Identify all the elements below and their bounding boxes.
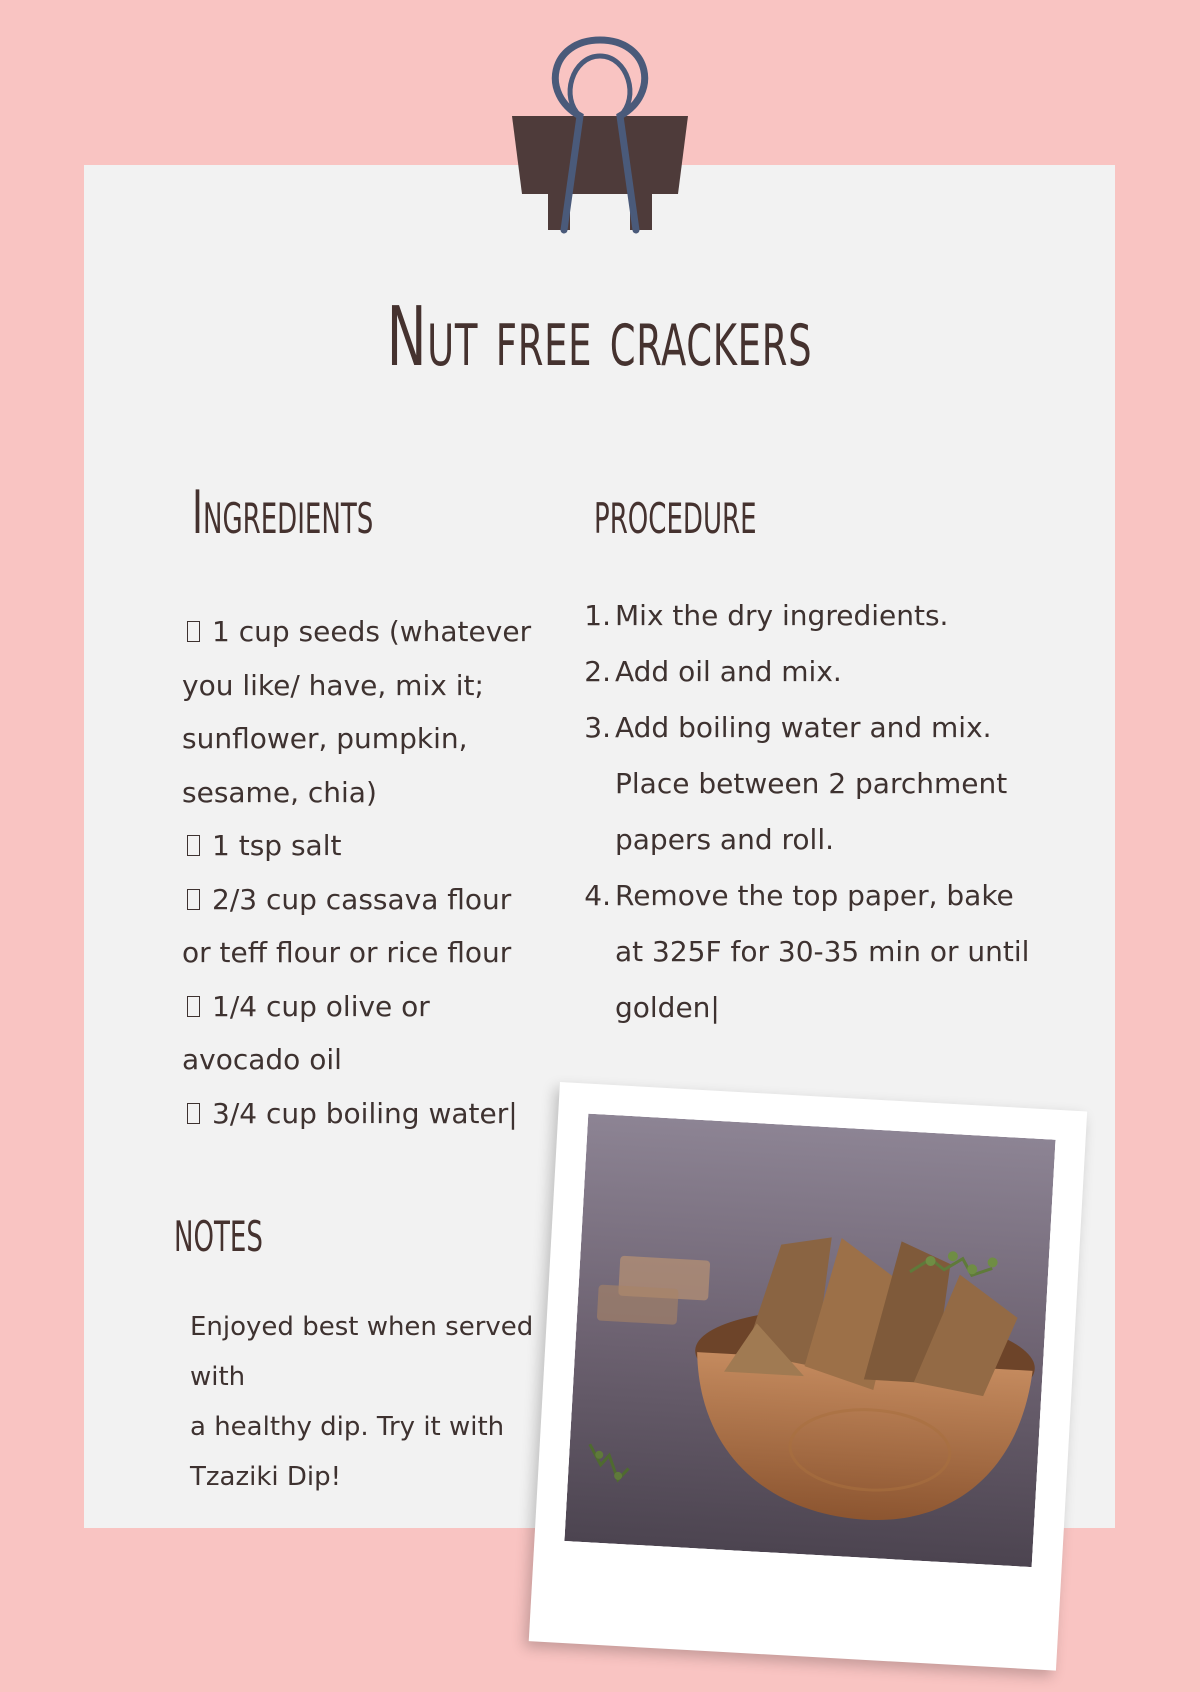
notes-text (190, 1302, 570, 1502)
ingredient-text: 3/4 cup boiling water| (212, 1096, 518, 1130)
square-bullet-icon (187, 621, 200, 642)
ingredient-text: you like/ have, mix it; (182, 668, 484, 702)
ingredient-line (182, 1087, 572, 1141)
square-bullet-icon (187, 996, 200, 1017)
notes-line: a healthy dip. Try it with (190, 1412, 505, 1442)
ingredient-text: or teff flour or rice flour (182, 936, 512, 969)
ingredient-text: sunflower, pumpkin, (182, 722, 468, 755)
step-number (580, 980, 615, 1036)
step-text: Place between 2 parchment (615, 767, 1008, 800)
step-number: 1. (584, 599, 611, 632)
procedure-step-line (580, 756, 1080, 812)
notes-line: with (190, 1362, 246, 1392)
ingredient-line (182, 712, 572, 766)
procedure-step-line (580, 924, 1080, 980)
step-number: 4. (584, 879, 611, 912)
procedure-step-line (580, 588, 1080, 644)
ingredient-line (182, 605, 572, 659)
step-number (580, 756, 615, 812)
ingredient-line (182, 873, 572, 927)
ingredient-text: sesame, chia) (182, 775, 377, 809)
recipe-title: Nut free crackers (386, 290, 813, 385)
ingredient-text: 2/3 cup cassava flour (212, 882, 512, 916)
ingredient-line (182, 819, 572, 873)
step-text: Add boiling water and mix. (615, 711, 992, 744)
step-text: Mix the dry ingredients. (615, 599, 949, 632)
step-text: Remove the top paper, bake (615, 879, 1014, 912)
notes-heading: notes (174, 1196, 263, 1266)
ingredient-text: avocado oil (182, 1043, 342, 1076)
ingredients-heading: Ingredients (192, 478, 374, 548)
step-text: Add oil and mix. (615, 655, 842, 688)
procedure-step-line (580, 980, 1080, 1036)
ingredient-text: 1 tsp salt (212, 829, 342, 862)
step-text: papers and roll. (615, 823, 834, 856)
procedure-step-line (580, 644, 1080, 700)
polaroid-photo-frame (529, 1082, 1087, 1671)
ingredient-line (182, 1033, 572, 1087)
square-bullet-icon (187, 835, 200, 856)
ingredient-text: 1 cup seeds (whatever (212, 615, 532, 648)
notes-line: Tzaziki Dip! (190, 1462, 342, 1492)
step-number: 3. (584, 711, 611, 744)
ingredient-text: 1/4 cup olive or (212, 989, 430, 1023)
square-bullet-icon (187, 1103, 200, 1124)
step-text: at 325F for 30-35 min or until (615, 935, 1030, 968)
procedure-step-line (580, 700, 1080, 756)
step-number (580, 812, 615, 868)
binder-clip-icon (500, 34, 700, 234)
step-text: golden| (615, 991, 720, 1024)
procedure-list (580, 588, 1080, 1036)
procedure-step-line (580, 868, 1080, 924)
ingredient-line (182, 980, 572, 1034)
square-bullet-icon (187, 889, 200, 910)
ingredient-line (182, 766, 572, 820)
step-number (580, 924, 615, 980)
ingredient-line (182, 659, 572, 713)
procedure-step-line (580, 812, 1080, 868)
procedure-heading: procedure (594, 478, 757, 548)
ingredient-line (182, 926, 572, 980)
step-number: 2. (584, 655, 611, 688)
crackers-photo (564, 1114, 1055, 1567)
notes-line: Enjoyed best when served (190, 1312, 534, 1342)
ingredients-list (182, 605, 572, 1140)
